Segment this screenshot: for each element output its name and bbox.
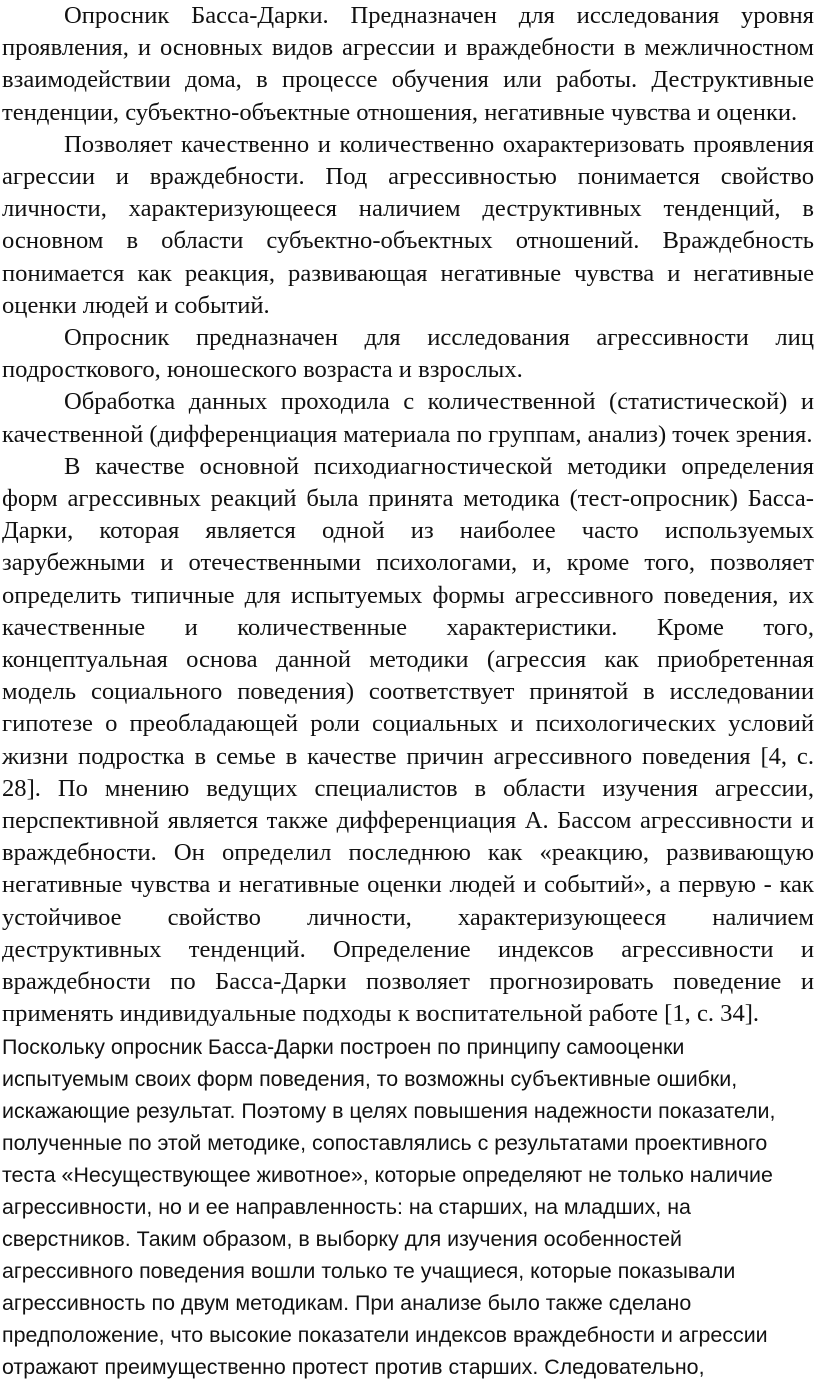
text-line: агрессивного поведения вошли только те учащиеся, которые показывали	[2, 1259, 736, 1284]
paragraph-data-processing: Обработка данных проходила с количественной (статистической) и качественной (дифференциация материала по группам, анализ) точек зрения.	[2, 388, 814, 448]
paragraph-target-population: Опросник предназначен для исследования агрессивности лиц подросткового, юношеского возраста и взрослых.	[2, 324, 814, 384]
sans-text-block	[0, 1031, 816, 1384]
text-line: сверстников. Таким образом, в выборку для изучения особенностей	[2, 1227, 682, 1252]
paragraph-methodology: В качестве основной психодиагностической методики определения форм агрессивных реакций была принята методика (тест-опросник) Басса-Дарки, которая является одной из наиболее часто используемых зарубежными и отечественными психологами, и, кроме того, позволяет определить типичные для испытуемых формы агрессивного поведения, их качественные и количественные характеристики. Кроме того, концептуальная основа данной методики (агрессия как приобретенная модель социального поведения) соответствует принятой в исследовании гипотезе о преобладающей роли социальных и психологических условий жизни подростка в семье в качестве причин агрессивного поведения [4, с. 28]. По мнению ведущих специалистов в области изучения агрессии, перспективной является также дифференциация А. Бассом агрессивности и враждебности. Он определил последнюю как «реакцию, развивающую негативные чувства и негативные оценки людей и событий», а первую - как устойчивое свойство личности, характеризующееся наличием деструктивных тенденций. Определение индексов агрессивности и враждебности по Басса-Дарки позволяет прогнозировать поведение и применять индивидуальные подходы к воспитательной работе [1, с. 34].	[2, 452, 814, 1028]
paragraph-questionnaire-intro: Опросник Басса-Дарки. Предназначен для исследования уровня проявления, и основных видов агрессии и враждебности в межличностном взаимодействии дома, в процессе обучения или работы. Деструктивные тенденции, субъектно-объектные отношения, негативные чувства и оценки.	[2, 2, 814, 126]
text-line: испытуемым своих форм поведения, то возможны субъективные ошибки,	[2, 1066, 738, 1091]
text-line: полученные по этой методике, сопоставлялись с результатами проективного	[2, 1130, 768, 1155]
text-line: агрессивности, но и ее направленность: на старших, на младших, на	[2, 1194, 691, 1219]
text-line: Поскольку опросник Басса-Дарки построен по принципу самооценки	[2, 1034, 685, 1059]
text-line: агрессивность по двум методикам. При анализе было также сделано	[2, 1291, 692, 1316]
text-line: предположение, что высокие показатели индексов враждебности и агрессии	[2, 1323, 768, 1348]
text-line: теста «Несуществующее животное», которые определяют не только наличие	[2, 1162, 773, 1187]
paragraph-aggression-definition: Позволяет качественно и количественно охарактеризовать проявления агрессии и враждебности. Под агрессивностью понимается свойство личности, характеризующееся наличием деструктивных тенденций, в основном в области субъектно-объектных отношений. Враждебность понимается как реакция, развивающая негативные чувства и негативные оценки людей и событий.	[2, 130, 814, 319]
text-line: искажающие результат. Поэтому в целях повышения надежности показатели,	[2, 1098, 776, 1123]
text-line: отражают преимущественно протест против старших. Следовательно,	[2, 1355, 705, 1380]
